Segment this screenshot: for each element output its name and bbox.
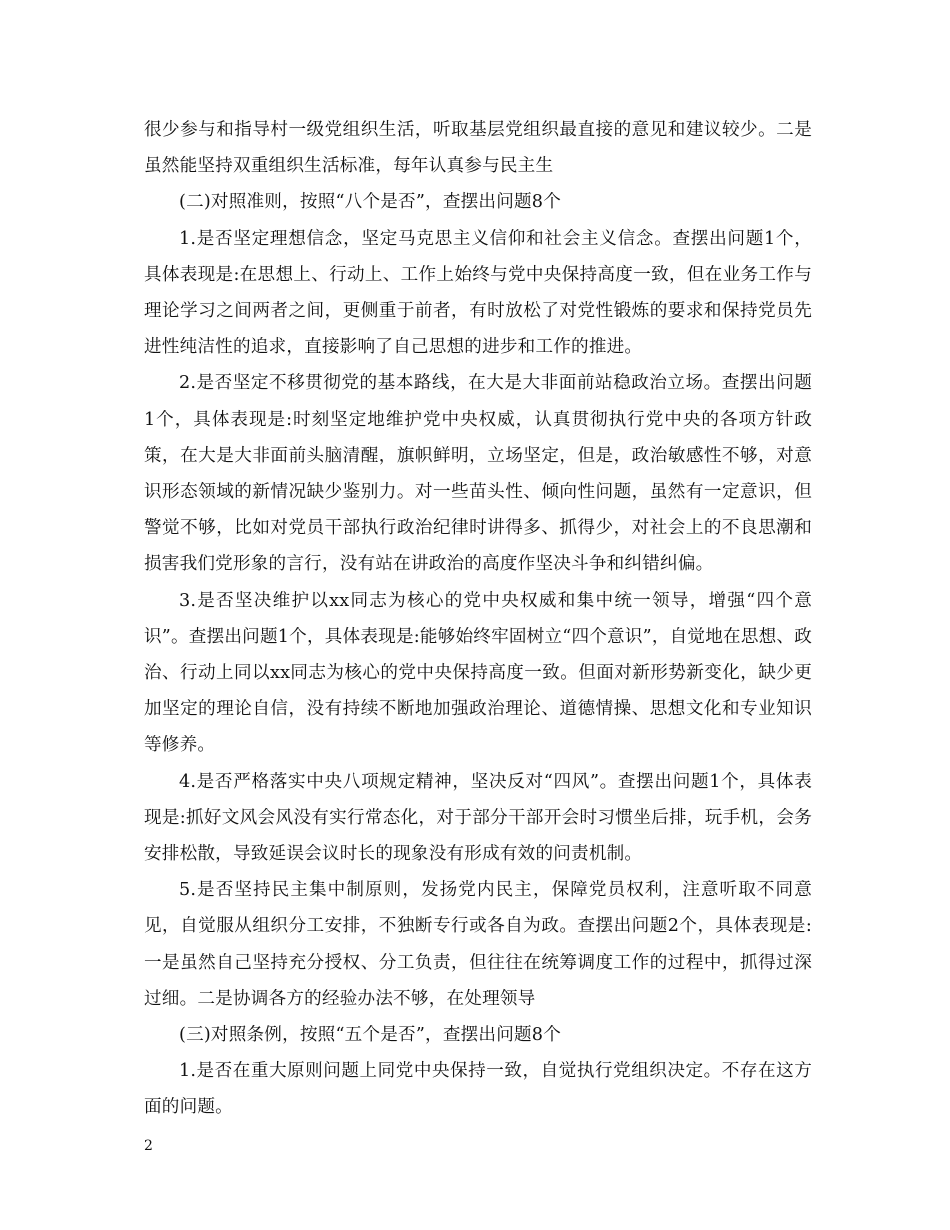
paragraph-item-2: 2.是否坚定不移贯彻党的基本路线，在大是大非面前站稳政治立场。查摆出问题1个，具体表现是:时刻坚定地维护党中央权威，认真贯彻执行党中央的各项方针政策，在大是大非面前头脑清醒，旗帜鲜明，立场坚定，但是，政治敏感性不够，对意识形态领域的新情况缺少鉴别力。对一些苗头性、倾向性问题，虽然有一定意识，但警觉不够，比如对党员干部执行政治纪律时讲得多、抓得少，对社会上的不良思潮和损害我们党形象的言行，没有站在讲政治的高度作坚决斗争和纠错纠偏。 <box>144 373 812 575</box>
page-number: 2 <box>144 1138 153 1154</box>
document-body <box>144 112 812 1126</box>
paragraph-item-1-section-3: 1.是否在重大原则问题上同党中央保持一致，自觉执行党组织决定。不存在这方面的问题。 <box>144 1061 812 1118</box>
paragraph-item-5: 5.是否坚持民主集中制原则，发扬党内民主，保障党员权利，注意听取不同意见，自觉服从组织分工安排，不独断专行或各自为政。查摆出问题2个，具体表现是:一是虽然自己坚持充分授权、分工负责，但往往在统筹调度工作的过程中，抓得过深过细。二是协调各方的经验办法不够，在处理领导 <box>144 880 812 1009</box>
section-heading-2: (二)对照准则，按照“八个是否”，查摆出问题8个 <box>179 192 561 213</box>
paragraph-item-3: 3.是否坚决维护以xx同志为核心的党中央权威和集中统一领导，增强“四个意识”。查摆出问题1个，具体表现是:能够始终牢固树立“四个意识”，自觉地在思想、政治、行动上同以xx同志为核心的党中央保持高度一致。但面对新形势新变化，缺少更加坚定的理论自信，没有持续不断地加强政治理论、道德情操、思想文化和专业知识等修养。 <box>144 590 812 756</box>
paragraph-continuation: 很少参与和指导村一级党组织生活，听取基层党组织最直接的意见和建议较少。二是虽然能坚持双重组织生活标准，每年认真参与民主生 <box>144 120 812 177</box>
section-heading-3: (三)对照条例，按照“五个是否”，查摆出问题8个 <box>179 1025 561 1046</box>
paragraph-item-1: 1.是否坚定理想信念，坚定马克思主义信仰和社会主义信念。查摆出问题1个，具体表现是:在思想上、行动上、工作上始终与党中央保持高度一致，但在业务工作与理论学习之间两者之间，更侧重于前者，有时放松了对党性锻炼的要求和保持党员先进性纯洁性的追求，直接影响了自己思想的进步和工作的推进。 <box>144 228 812 358</box>
paragraph-item-4: 4.是否严格落实中央八项规定精神，坚决反对“四风”。查摆出问题1个，具体表现是:抓好文风会风没有实行常态化，对于部分干部开会时习惯坐后排，玩手机，会务安排松散，导致延误会议时长的现象没有形成有效的问责机制。 <box>144 771 812 865</box>
